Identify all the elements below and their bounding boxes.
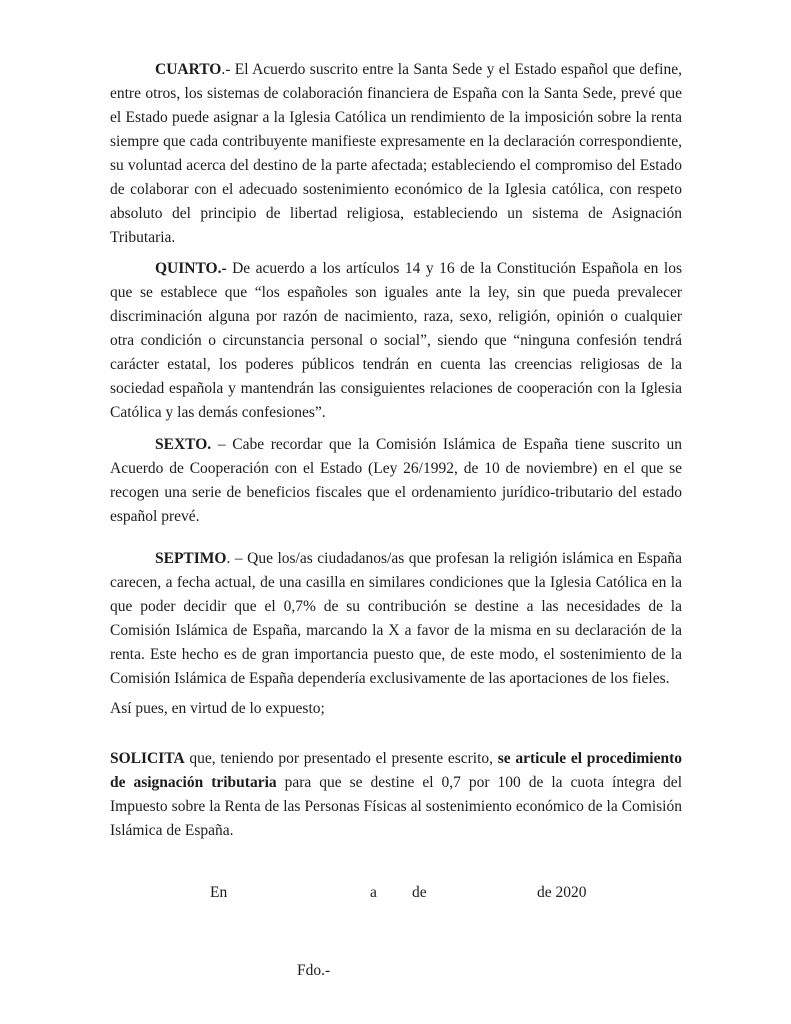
paragraph-cuarto-heading: CUARTO [155,61,222,78]
solicita-keyword: SOLICITA [110,750,185,767]
paragraph-septimo-heading: SEPTIMO [155,550,227,567]
paragraph-quinto-heading: QUINTO.- [155,260,227,277]
date-line-year: de 2020 [537,884,587,901]
paragraph-septimo [110,547,682,691]
paragraph-cuarto-body: .- El Acuerdo suscrito entre la Santa Sede y el Estado español que define, entre otros, los sistemas de colaboración financiera de España con la Santa Sede, prevé que el Estado puede asignar a la Iglesia Católica un rendimiento de la imposición sobre la renta siempre que cada contribuyente manifieste expresamente en la declaración correspondiente, su voluntad acerca del destino de la parte afectada; estableciendo el compromiso del Estado de colaborar con el adecuado sostenimiento económico de la Iglesia católica, con respeto absoluto del principio de libertad religiosa, estableciendo un sistema de Asignación Tributaria. [110,61,682,246]
paragraph-quinto-body: De acuerdo a los artículos 14 y 16 de la Constitución Española en los que se establece que “los españoles son iguales ante la ley, sin que pueda prevalecer discriminación alguna por razón de nacimiento, raza, sexo, religión, opinión o cualquier otra condición o circunstancia personal o social”, siendo que “ninguna confesión tendrá carácter estatal, los poderes públicos tendrán en cuenta las creencias religiosas de la sociedad española y mantendrán las consiguientes relaciones de cooperación con la Iglesia Católica y las demás confesiones”. [110,260,682,421]
signature-label: Fdo.- [297,962,331,979]
date-line-a: a [370,884,377,901]
date-line-de: de [412,884,427,901]
paragraph-cuarto [110,58,682,250]
paragraph-septimo-body: . – Que los/as ciudadanos/as que profesan la religión islámica en España carecen, a fecha actual, de una casilla en similares condiciones que la Iglesia Católica en la que poder decidir que el 0,7% de su contribución se destine a las necesidades de la Comisión Islámica de España, marcando la X a favor de la misma en su declaración de la renta. Este hecho es de gran importancia puesto que, de este modo, el sostenimiento de la Comisión Islámica de España dependería exclusivamente de las aportaciones de los fieles. [110,550,682,687]
solicita-bold-phrase: se articule el procedimiento de asignación tributaria [110,750,682,791]
paragraph-sexto [110,433,682,529]
paragraph-sexto-body: – Cabe recordar que la Comisión Islámica de España tiene suscrito un Acuerdo de Cooperación con el Estado (Ley 26/1992, de 10 de noviembre) en el que se recogen una serie de beneficios fiscales que el ordenamiento jurídico-tributario del estado español prevé. [110,436,682,525]
paragraph-solicita [110,747,682,843]
solicita-text-1: que, teniendo por presentado el presente escrito, [184,750,498,767]
date-line-en: En [210,884,228,901]
solicita-text-2: para que se destine el 0,7 por 100 de la cuota íntegra del Impuesto sobre la Renta de las Personas Físicas al sostenimiento económico de la Comisión Islámica de España. [110,774,682,839]
paragraph-asi-pues: Así pues, en virtud de lo expuesto; [110,700,325,717]
date-fill-in-line [110,881,682,905]
paragraph-quinto [110,257,682,425]
paragraph-sexto-heading: SEXTO. [155,436,212,453]
document-content [110,58,682,983]
